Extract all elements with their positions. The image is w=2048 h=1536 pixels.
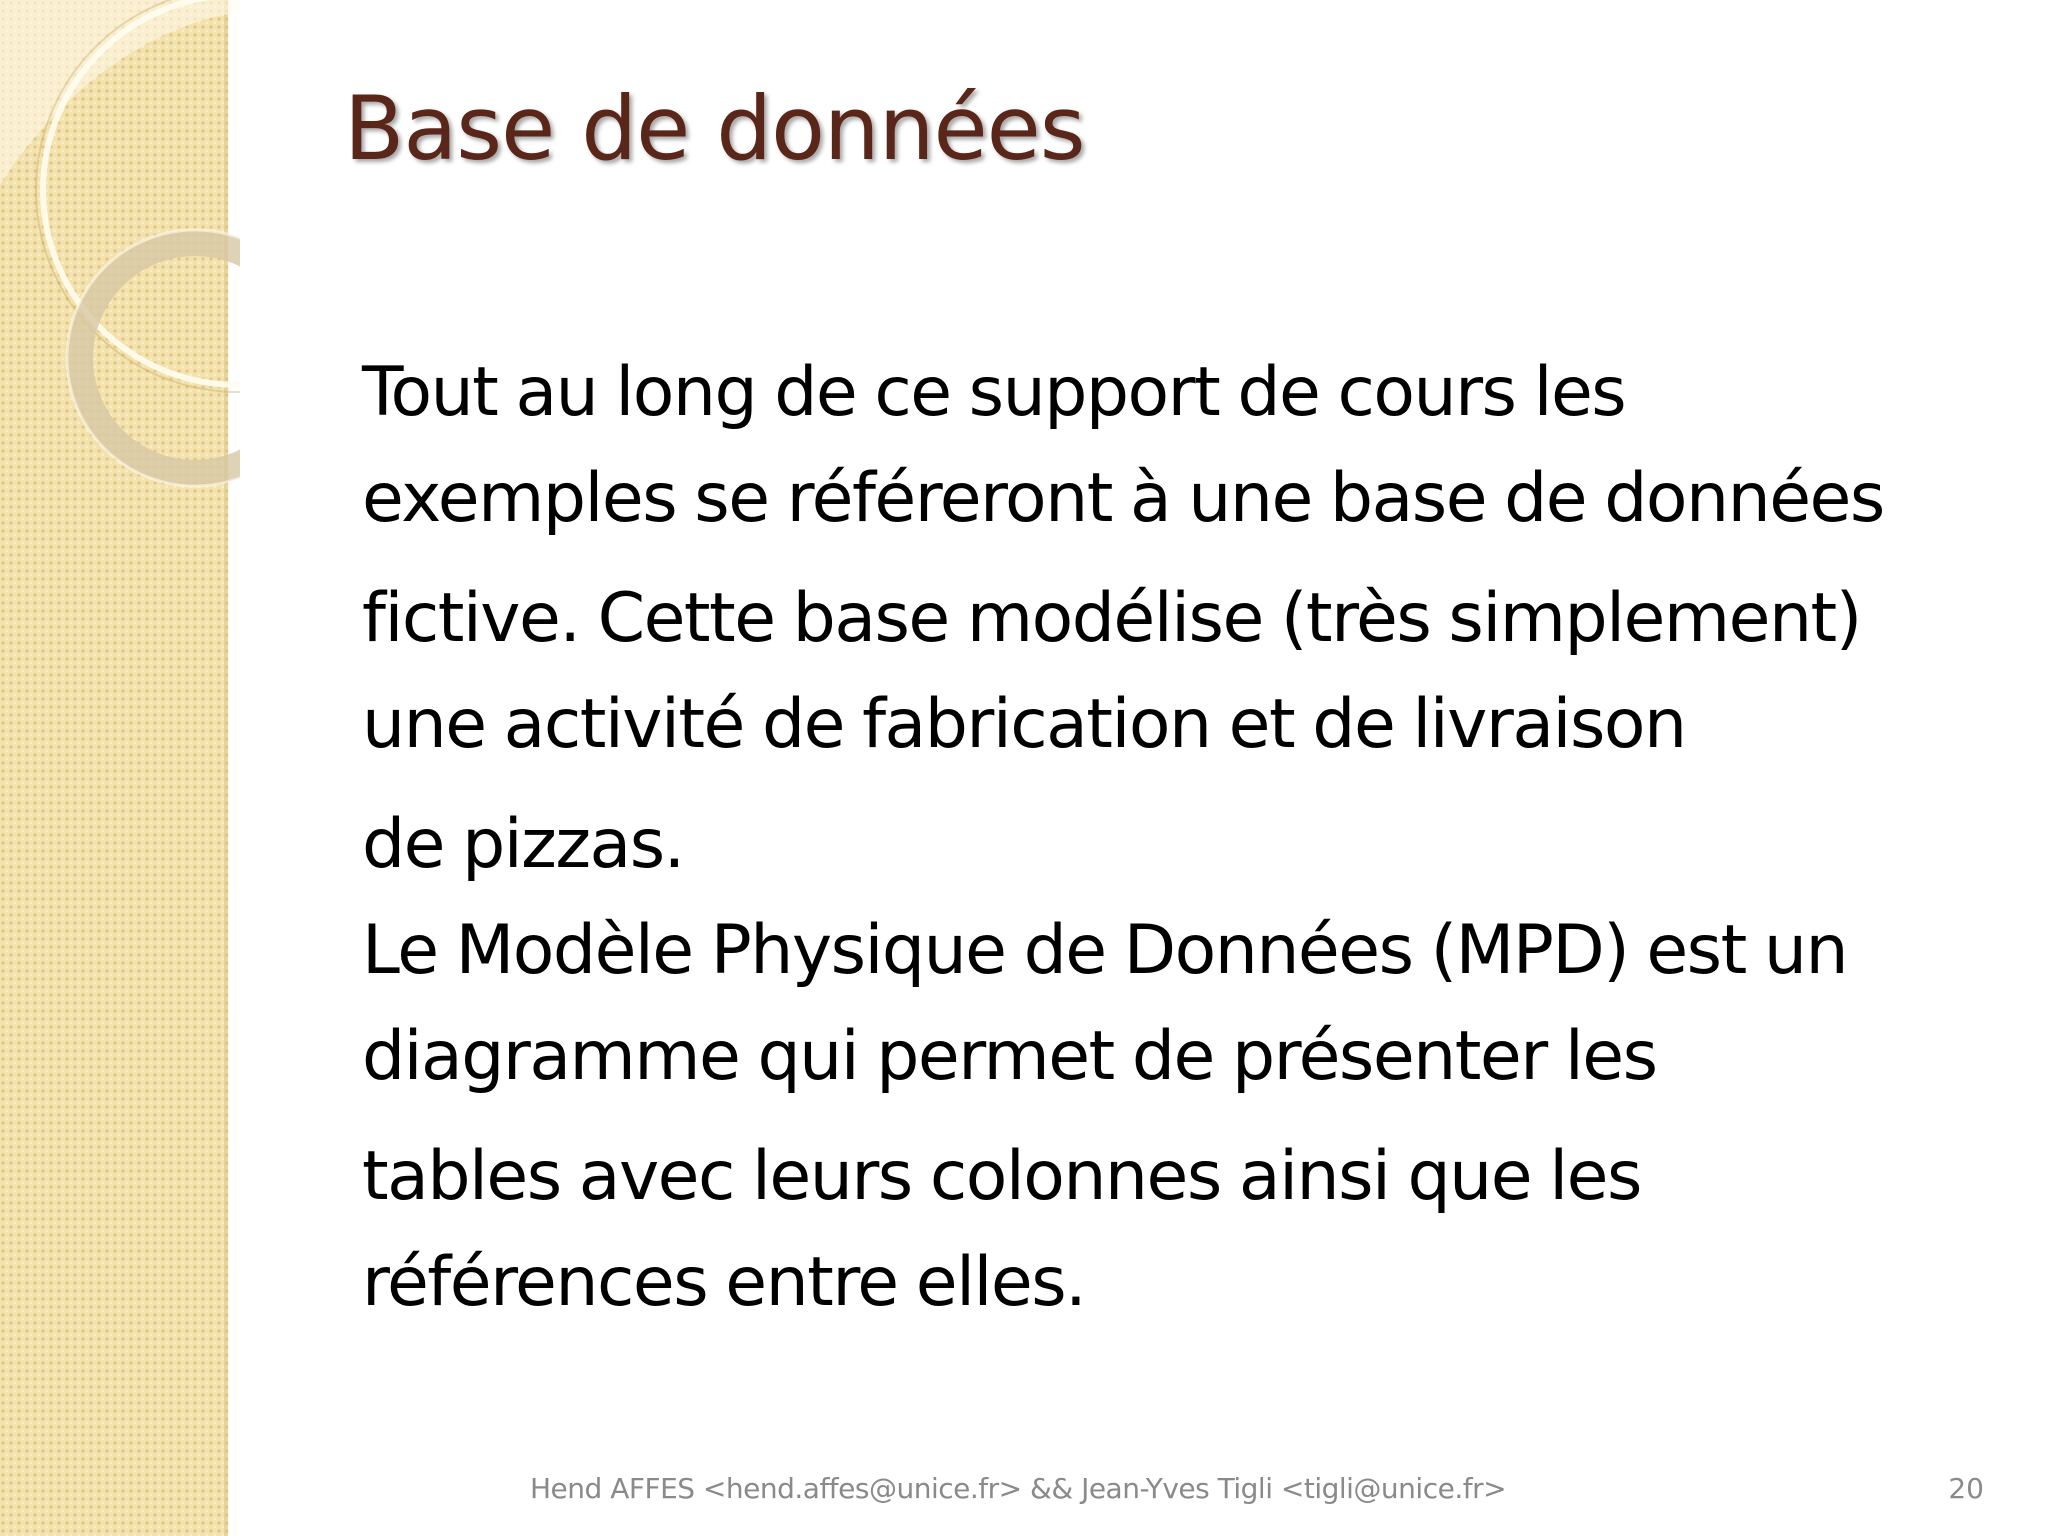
paragraph-intro <box>362 340 2002 898</box>
body-line: Tout au long de ce support de cours les <box>362 353 1626 432</box>
body-line: exemples se référeront à une base de données <box>362 459 1884 538</box>
body-line: diagramme qui permet de présenter les <box>362 1017 1657 1096</box>
slide-body <box>362 340 2002 1336</box>
slide-title: Base de données <box>344 77 1085 180</box>
body-line: de pizzas. <box>362 805 684 884</box>
body-line: fictive. Cette base modélise (très simplement) <box>362 579 1861 658</box>
decorative-swirl-graphic <box>0 0 240 520</box>
body-line: tables avec leurs colonnes ainsi que les <box>362 1137 1641 1216</box>
paragraph-mpd <box>362 898 2002 1336</box>
body-line: une activité de fabrication et de livraison <box>362 685 1686 764</box>
page-number: 20 <box>1948 1472 1984 1505</box>
body-line: références entre elles. <box>362 1243 1086 1322</box>
slide-footer: Hend AFFES <hend.affes@unice.fr> && Jean-Yves Tigli <tigli@unice.fr> <box>530 1472 1507 1505</box>
body-line: Le Modèle Physique de Données (MPD) est un <box>362 911 1848 990</box>
